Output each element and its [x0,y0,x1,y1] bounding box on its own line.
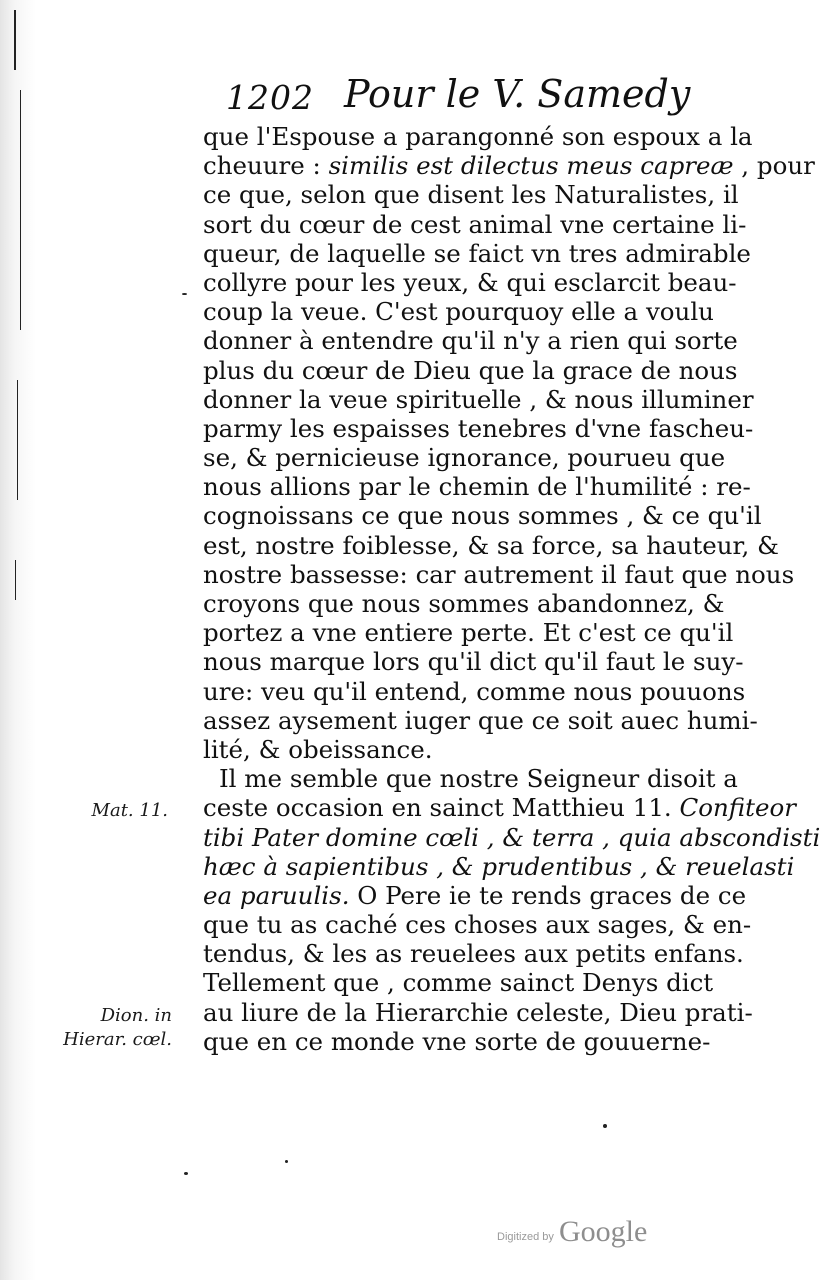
text-line [203,676,746,706]
latin-quotation: Confiteor [679,793,796,823]
binding-mark [17,380,18,500]
text-line [203,851,795,881]
text-line [203,647,744,677]
text-run: que l'Espouse a parangonné son espoux a la [203,122,753,151]
text-line [203,267,737,297]
text-run: parmy les espaisses tenebres d'vne fascheu- [203,413,754,443]
binding-mark [14,10,16,70]
text-run: queur, de laquelle se faict vn tres admirable [203,238,751,268]
text-line [203,413,754,443]
text-run: nostre bassesse: car autrement il faut que nous [203,559,795,589]
text-run: lité, & obeissance. [203,734,433,764]
text-line [203,735,705,764]
text-run: assez aysement iuger que ce soit auec humi- [203,705,758,735]
latin-quotation: similis est dilectus meus capreæ [328,151,734,181]
margin-note-dionysius-line2: Hierar. cœl. [63,1029,172,1050]
text-line [203,443,726,473]
margin-note-matthew: Mat. 11. [91,800,168,821]
text-line [203,880,747,910]
text-run: Tellement que , comme sainct Denys dict [203,968,714,998]
text-line [203,764,738,794]
digitized-by-label: Digitized by [497,1231,554,1243]
latin-quotation: hæc à sapientibus , & prudentibus , & reuelasti [203,851,795,881]
text-line [203,910,752,940]
text-line [203,297,714,327]
text-line [203,939,744,969]
body-text [203,122,820,1056]
text-line [203,122,753,151]
text-run: O Pere ie te rends graces de ce [349,880,747,910]
text-run: ce que, selon que disent les Naturalistes, il [203,180,739,210]
latin-quotation: ea paruulis. [203,880,350,910]
text-line [203,209,747,239]
text-line [203,997,753,1027]
text-run: se, & pernicieuse ignorance, pourueu que [203,443,726,473]
text-run: , pour [733,151,815,181]
text-line [203,180,739,210]
text-run: donner à entendre qu'il n'y a rien qui sorte [203,326,738,356]
page-binding-edge [0,0,36,1280]
text-line [203,151,815,181]
binding-mark [15,560,16,600]
text-run: coup la veue. C'est pourquoy elle a voulu [203,297,714,327]
digitization-watermark [497,1215,657,1255]
running-title: Pour le V. Samedy [344,72,691,116]
text-line [203,472,751,502]
text-line [203,530,779,560]
text-line [203,384,754,414]
text-run: cognoissans ce que nous sommes , & ce qu'il [203,501,762,531]
text-run: portez a vne entiere perte. Et c'est ce qu'il [203,618,734,648]
google-logo: Google [559,1215,648,1248]
text-run: ceste occasion en sainct Matthieu 11. [203,793,680,823]
text-line [203,559,795,589]
text-line [203,1026,711,1056]
text-run: nous allions par le chemin de l'humilité : re- [203,472,751,502]
text-run: croyons que nous sommes abandonnez, & [203,589,725,618]
page-number: 1202 [226,78,314,117]
text-run: est, nostre foiblesse, & sa force, sa hauteur, & [203,530,779,560]
text-line [203,705,758,735]
text-line [203,355,738,385]
text-run: que tu as caché ces choses aux sages, & en- [203,910,752,940]
text-run: que en ce monde vne sorte de gouuerne- [203,1026,711,1056]
text-run: sort du cœur de cest animal vne certaine li- [203,209,747,239]
text-run: collyre pour les yeux, & qui esclarcit beau- [203,267,737,297]
text-line [203,822,820,852]
text-line [203,968,714,998]
ink-speck [285,1160,288,1163]
page-header [226,72,691,124]
text-run: ure: veu qu'il entend, comme nous pouuons [203,676,746,706]
text-run: au liure de la Hierarchie celeste, Dieu prati- [203,997,753,1027]
text-run: donner la veue spirituelle , & nous illuminer [203,384,754,414]
text-run: cheuure : [203,151,329,181]
text-run: nous marque lors qu'il dict qu'il faut le suy- [203,647,744,677]
text-line [203,589,725,618]
ink-speck [182,293,187,295]
ink-speck [184,1172,188,1175]
latin-quotation: tibi Pater domine cœli , & terra , quia abscondisti [203,822,820,852]
binding-mark [20,90,21,330]
text-line [203,501,762,531]
text-line [203,326,738,356]
margin-note-dionysius-line1: Dion. in [100,1005,172,1026]
text-run: Il me semble que nostre Seigneur disoit a [219,764,738,794]
text-line [203,238,751,268]
text-line [203,793,796,823]
text-line [203,618,734,648]
ink-speck [603,1124,607,1128]
text-run: plus du cœur de Dieu que la grace de nous [203,355,738,385]
text-run: tendus, & les as reuelees aux petits enfans. [203,939,744,969]
